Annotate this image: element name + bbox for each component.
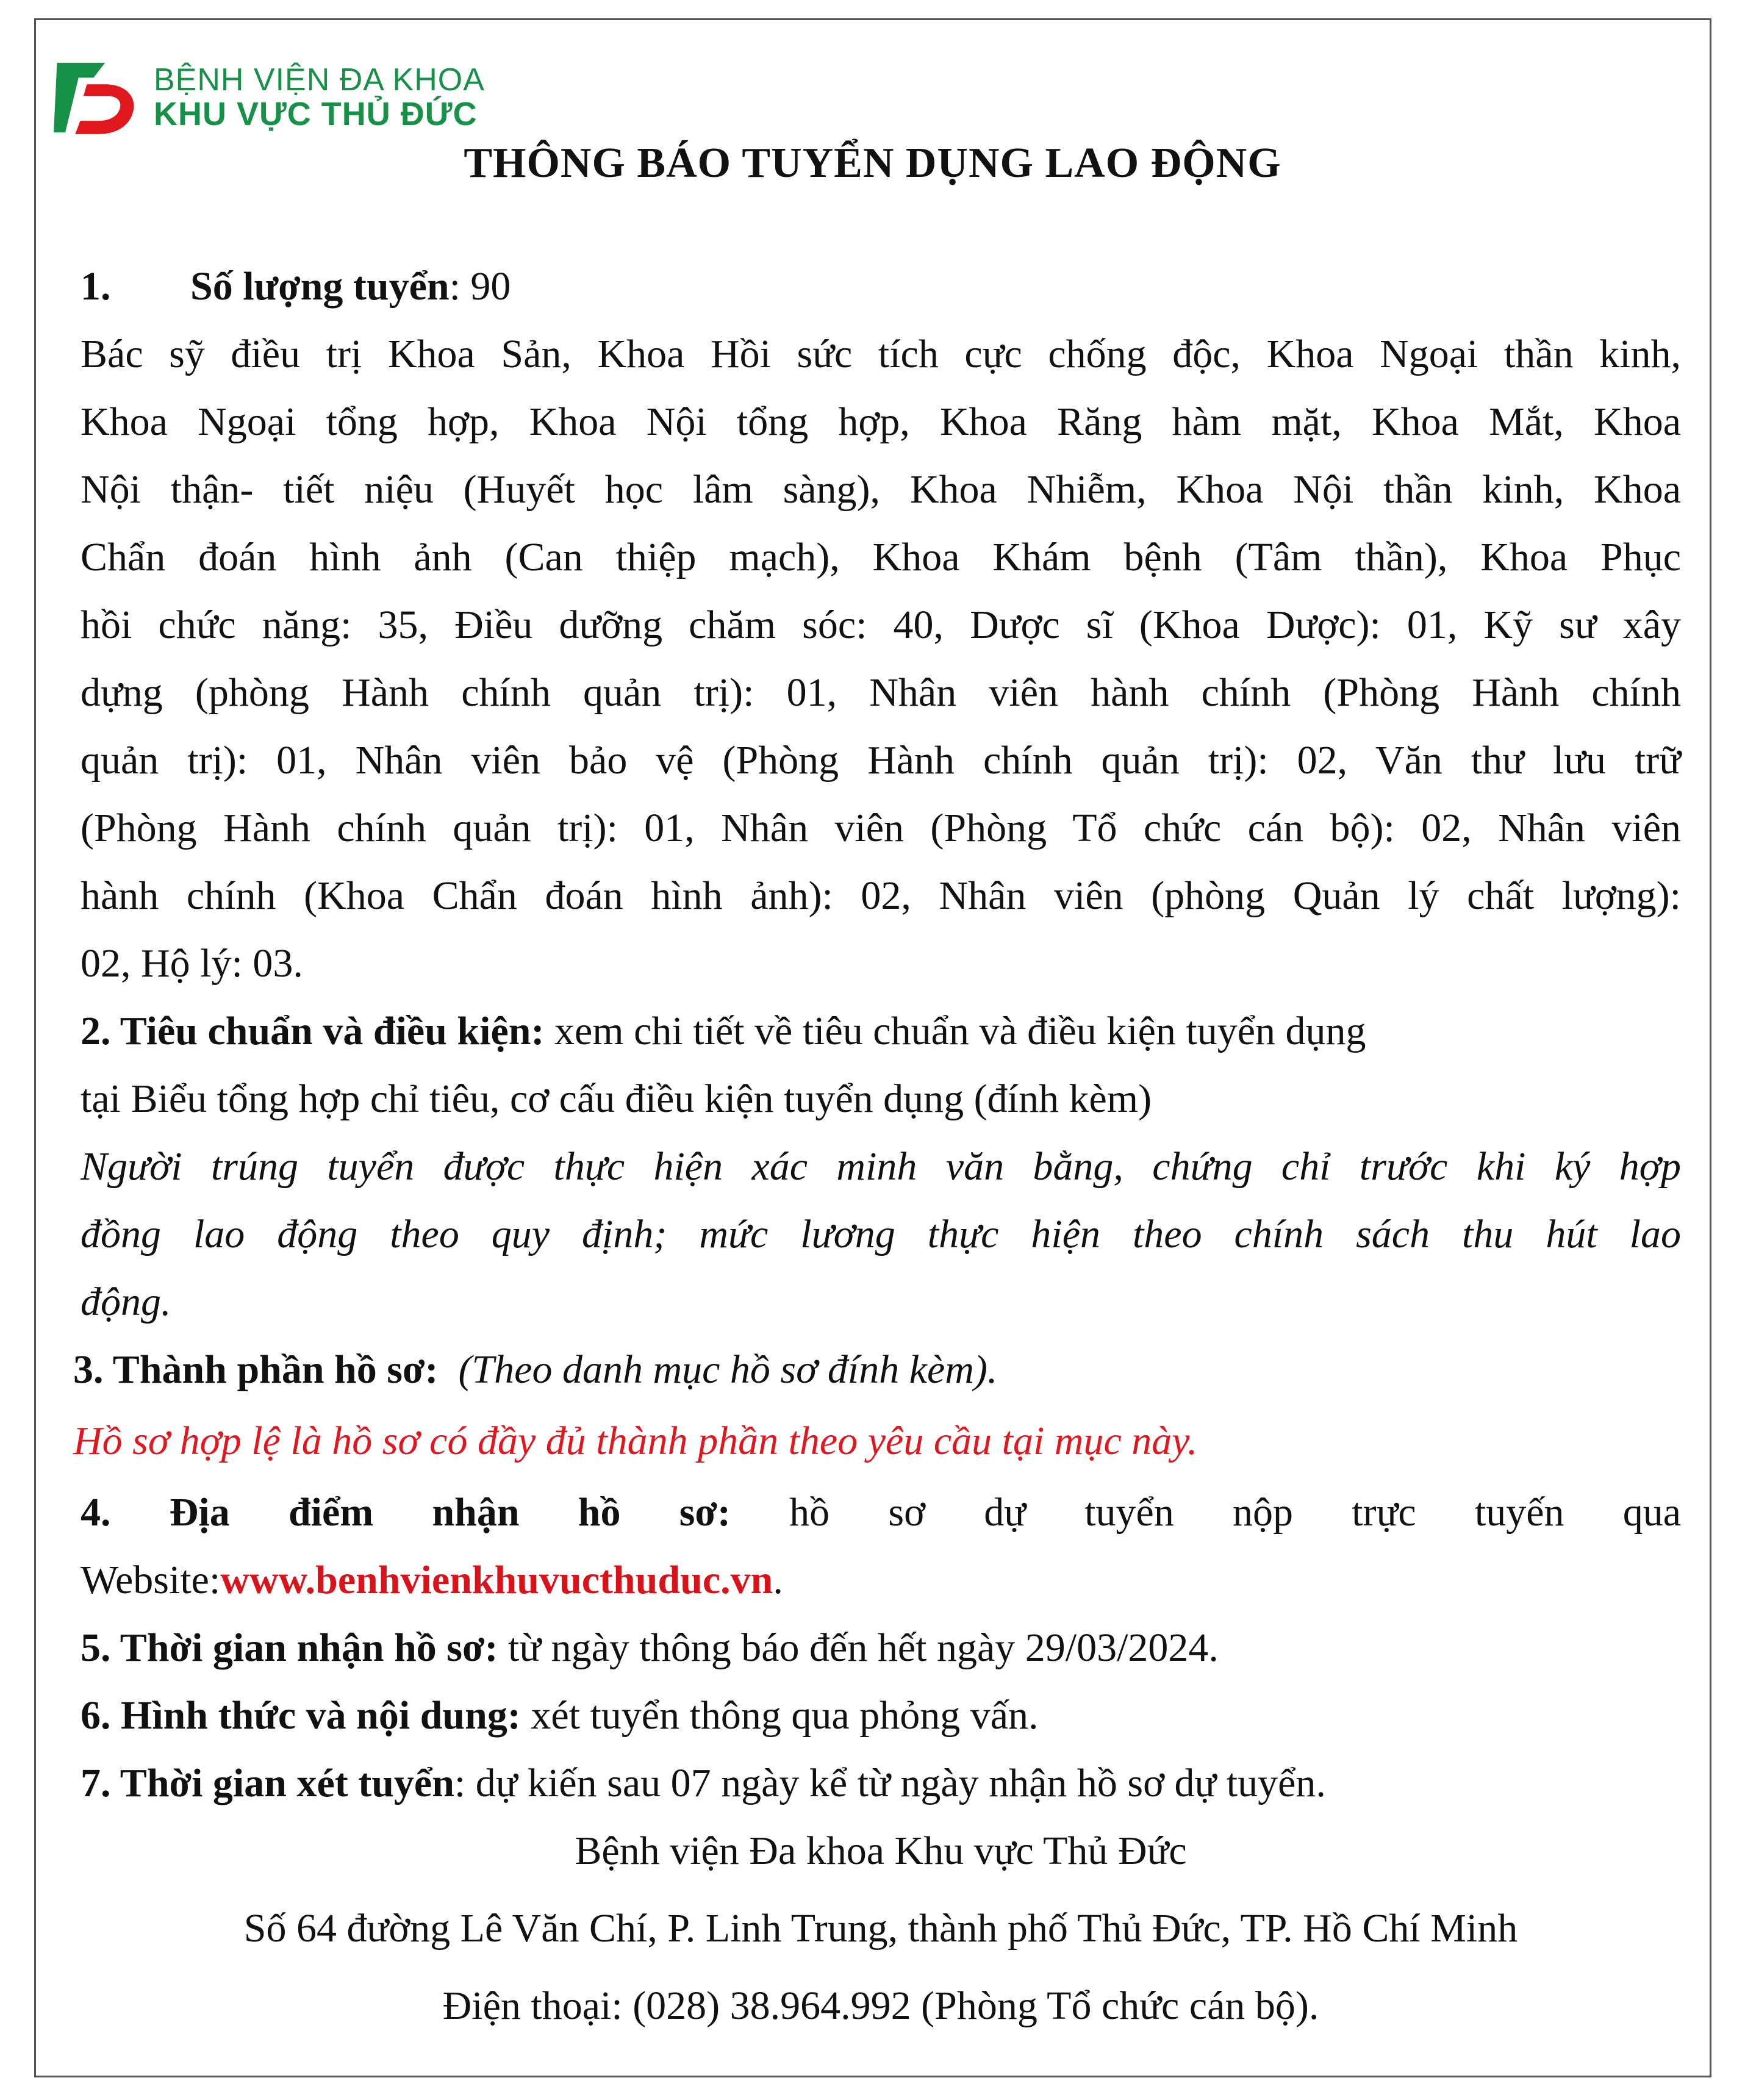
section-6-label: 6. Hình thức và nội dung:	[81, 1693, 521, 1738]
section-1-line: Khoa Ngoại tổng hợp, Khoa Nội tổng hợp, Khoa Răng hàm mặt, Khoa Mắt, Khoa	[81, 400, 1681, 444]
section-7-text: : dự kiến sau 07 ngày kể từ ngày nhận hồ sơ dự tuyển.	[454, 1761, 1326, 1805]
section-3-red-note: Hồ sơ hợp lệ là hồ sơ có đầy đủ thành phần theo yêu cầu tại mục này.	[73, 1419, 1198, 1463]
section-3-heading	[73, 1336, 1718, 1403]
section-5-label: 5. Thời gian nhận hồ sơ:	[81, 1625, 498, 1670]
section-2-text: xem chi tiết về tiêu chuẩn và điều kiện tuyển dụng	[544, 1009, 1366, 1053]
logo-line-1: BỆNH VIỆN ĐA KHOA	[154, 62, 485, 98]
section-6-text: xét tuyển thông qua phỏng vấn.	[520, 1693, 1039, 1738]
section-7-label: 7. Thời gian xét tuyển	[81, 1761, 454, 1805]
section-2-heading	[81, 997, 1718, 1065]
notice-body	[73, 253, 1718, 2040]
section-1-line: Chẩn đoán hình ảnh (Can thiệp mạch), Khoa Khám bệnh (Tâm thần), Khoa Phục	[81, 535, 1681, 579]
section-3-label: 3. Thành phần hồ sơ:	[73, 1347, 439, 1392]
section-7	[81, 1749, 1718, 1817]
website-link[interactable]: www.benhvienkhuvucthuduc.vn	[220, 1558, 773, 1602]
footer-phone: Điện thoại: (028) 38.964.992 (Phòng Tổ chức cán bộ).	[442, 1984, 1319, 2028]
section-5	[81, 1614, 1718, 1682]
section-2-note: động.	[81, 1280, 171, 1324]
section-1-number: 1.	[81, 264, 111, 309]
section-4-text: hồ sơ dự tuyển nộp trực tuyến qua	[730, 1490, 1681, 1535]
section-1-line: (Phòng Hành chính quản trị): 01, Nhân viên (Phòng Tổ chức cán bộ): 02, Nhân viên	[81, 806, 1681, 850]
footer-address: Số 64 đường Lê Văn Chí, P. Linh Trung, thành phố Thủ Đức, TP. Hồ Chí Minh	[243, 1906, 1518, 1951]
website-prefix: Website:	[81, 1558, 221, 1602]
section-1-line: hồi chức năng: 35, Điều dưỡng chăm sóc: 40, Dược sĩ (Khoa Dược): 01, Kỹ sư xây	[81, 603, 1681, 647]
page-title: THÔNG BÁO TUYỂN DỤNG LAO ĐỘNG	[464, 140, 1281, 187]
section-1-value: : 90	[449, 264, 511, 309]
section-3-text: (Theo danh mục hồ sơ đính kèm).	[438, 1347, 998, 1392]
hospital-logo	[54, 56, 485, 139]
website-suffix: .	[773, 1558, 783, 1602]
section-2-note: Người trúng tuyển được thực hiện xác minh văn bằng, chứng chỉ trước khi ký hợp	[81, 1144, 1681, 1189]
section-1-line: quản trị): 01, Nhân viên bảo vệ (Phòng Hành chính quản trị): 02, Văn thư lưu trữ	[81, 738, 1681, 783]
section-1-line: Bác sỹ điều trị Khoa Sản, Khoa Hồi sức tích cực chống độc, Khoa Ngoại thần kinh,	[81, 332, 1681, 376]
section-5-text: từ ngày thông báo đến hết ngày 29/03/2024.	[498, 1625, 1219, 1670]
footer-hospital-name: Bệnh viện Đa khoa Khu vực Thủ Đức	[575, 1829, 1187, 1873]
section-6	[81, 1682, 1718, 1749]
section-4-label: 4. Địa điểm nhận hồ sơ:	[81, 1490, 731, 1535]
section-2-note: đồng lao động theo quy định; mức lương thực hiện theo chính sách thu hút lao	[81, 1212, 1681, 1256]
section-1-heading	[81, 253, 1718, 320]
section-4-website-line	[81, 1546, 1718, 1614]
section-4-heading	[81, 1478, 1681, 1546]
section-1-line: Nội thận- tiết niệu (Huyết học lâm sàng), Khoa Nhiễm, Khoa Nội thần kinh, Khoa	[81, 467, 1681, 512]
section-2-label: 2. Tiêu chuẩn và điều kiện:	[81, 1009, 545, 1053]
section-1-line: hành chính (Khoa Chẩn đoán hình ảnh): 02, Nhân viên (phòng Quản lý chất lượng):	[81, 873, 1681, 918]
section-1-line: dựng (phòng Hành chính quản trị): 01, Nhân viên hành chính (Phòng Hành chính	[81, 670, 1681, 715]
section-1-line: 02, Hộ lý: 03.	[81, 941, 303, 986]
td-monogram-icon	[54, 56, 137, 139]
section-1-label: Số lượng tuyển	[190, 264, 450, 309]
logo-line-2: KHU VỰC THỦ ĐỨC	[154, 95, 478, 132]
section-2-text-line: tại Biểu tổng hợp chỉ tiêu, cơ cấu điều kiện tuyển dụng (đính kèm)	[81, 1077, 1152, 1121]
